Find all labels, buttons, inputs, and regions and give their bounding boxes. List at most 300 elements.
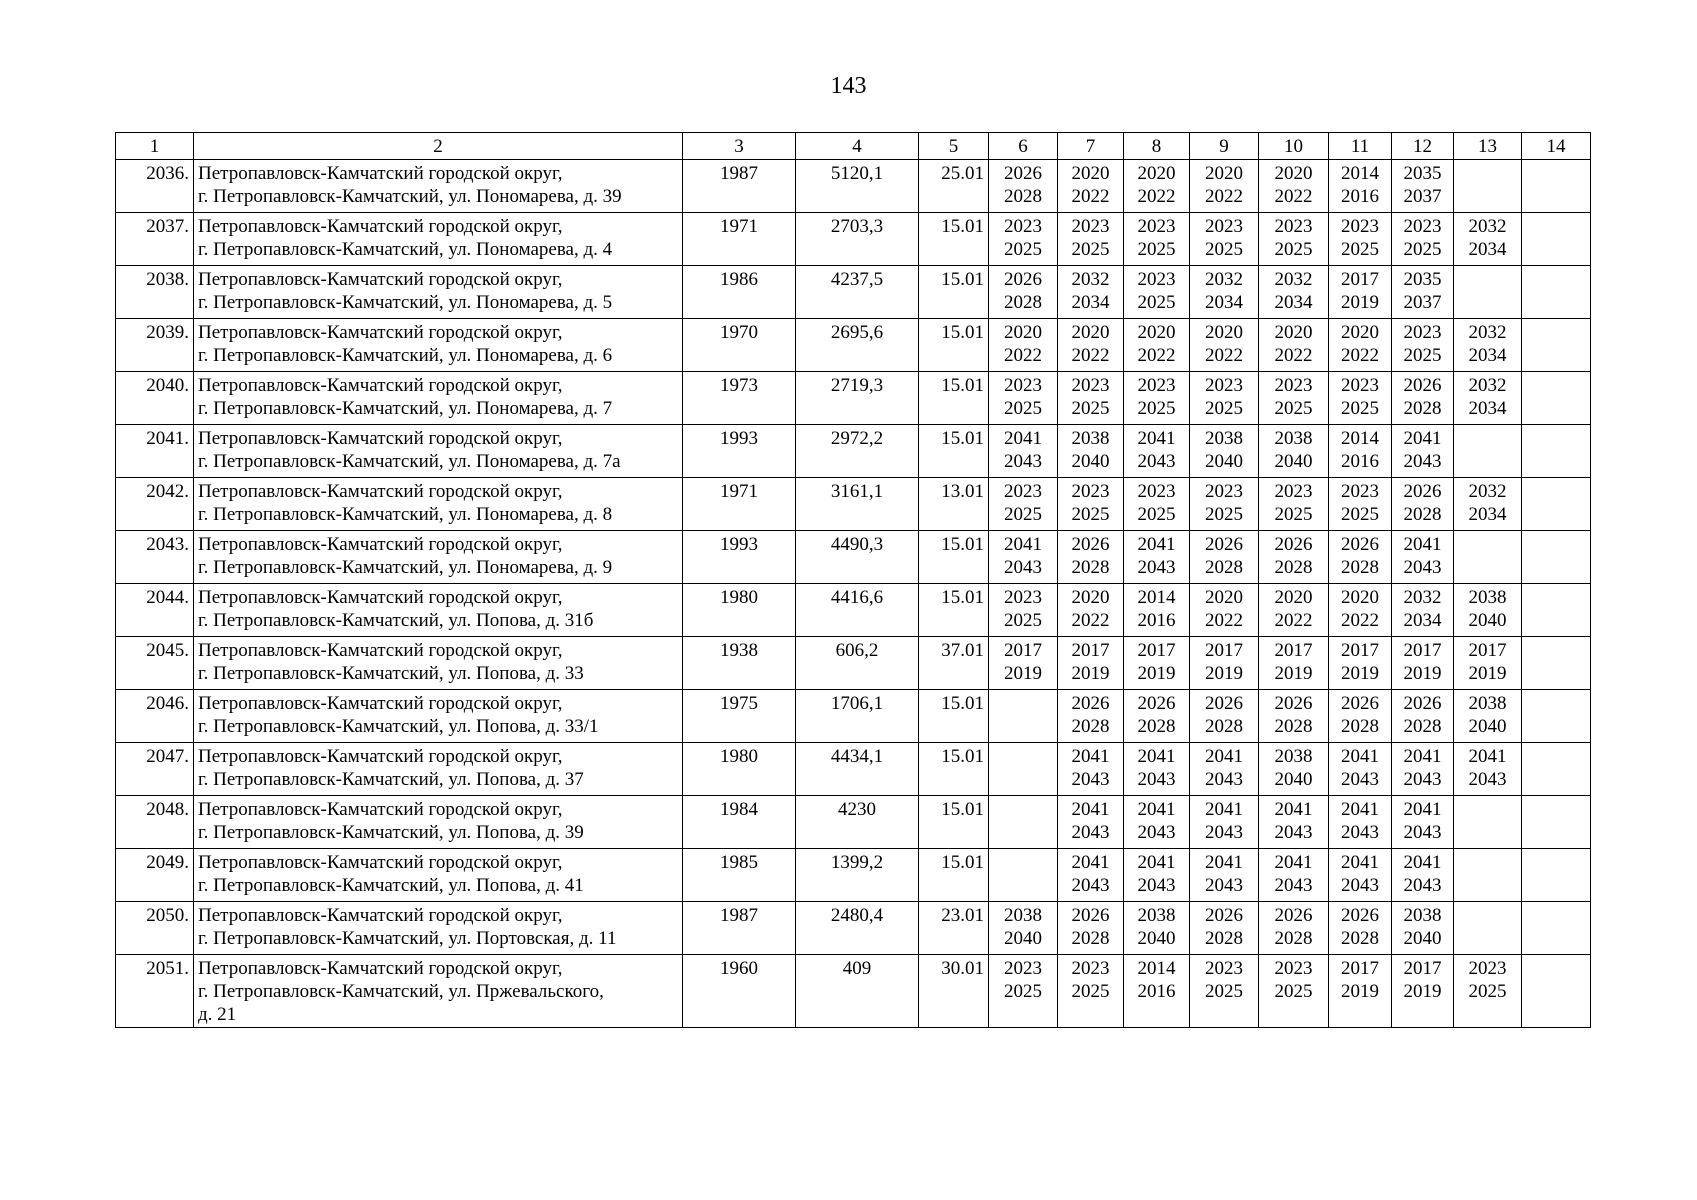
period-end: 2025: [1071, 239, 1110, 260]
period-start: 2026: [1071, 905, 1110, 926]
period-start: 2023: [1137, 269, 1176, 290]
period-end: 2028: [1205, 716, 1243, 737]
period-end: 2028: [1137, 716, 1176, 737]
period-start: 2014: [1341, 163, 1379, 184]
period-cell-col-10: [1259, 902, 1329, 955]
period-start: 2026: [1071, 534, 1110, 555]
period-start: 2038: [1274, 428, 1313, 449]
period-start: 2017: [1403, 640, 1442, 661]
build-year: 1973: [683, 372, 796, 425]
page-number: 143: [830, 73, 867, 99]
period-start: 2026: [1403, 693, 1442, 714]
period-cell-col-10: [1259, 372, 1329, 425]
address-line: Петропавловск-Камчатский городской округ,: [198, 905, 563, 926]
period-end: 2025: [1004, 239, 1042, 260]
type-code: 15.01: [919, 531, 989, 584]
period-start: 2041: [1341, 799, 1379, 820]
period-start: 2014: [1137, 587, 1176, 608]
period-cell-col-14: [1522, 902, 1591, 955]
address-cell: [194, 425, 683, 478]
period-start: 2023: [1004, 958, 1042, 979]
period-start: 2041: [1137, 746, 1176, 767]
address-line: Петропавловск-Камчатский городской округ,: [198, 375, 563, 396]
period-start: 2023: [1468, 958, 1507, 979]
row-number: 2047.: [116, 743, 194, 796]
period-end: 2019: [1341, 981, 1379, 1002]
period-end: 2043: [1137, 557, 1176, 578]
period-start: 2026: [1205, 693, 1243, 714]
period-end: 2025: [1468, 981, 1507, 1002]
area-value: 4237,5: [796, 266, 919, 319]
address-line: Петропавловск-Камчатский городской округ,: [198, 693, 563, 714]
address-line: г. Петропавловск-Камчатский, ул. Попова, д. 39: [198, 822, 584, 843]
column-header-10: 10: [1259, 133, 1329, 160]
period-end: 2028: [1205, 557, 1243, 578]
period-cell-col-12: [1392, 955, 1454, 1028]
period-end: 2022: [1071, 345, 1110, 366]
period-end: 2043: [1274, 875, 1313, 896]
period-start: 2023: [1004, 216, 1042, 237]
address-line: Петропавловск-Камчатский городской округ,: [198, 481, 563, 502]
period-end: 2028: [1403, 716, 1442, 737]
period-cell-col-12: [1392, 160, 1454, 213]
period-start: 2020: [1205, 322, 1243, 343]
build-year: 1960: [683, 955, 796, 1028]
address-line: Петропавловск-Камчатский городской округ,: [198, 428, 563, 449]
build-year: 1987: [683, 902, 796, 955]
period-start: 2020: [1137, 322, 1176, 343]
period-end: 2040: [1137, 928, 1176, 949]
period-cell-col-6: [989, 213, 1058, 266]
address-line: г. Петропавловск-Камчатский, ул. Портовская, д. 11: [198, 928, 617, 949]
period-start: 2017: [1403, 958, 1442, 979]
period-start: 2032: [1468, 216, 1507, 237]
period-start: 2017: [1205, 640, 1243, 661]
period-start: 2041: [1137, 428, 1176, 449]
period-end: 2040: [1004, 928, 1042, 949]
address-line: Петропавловск-Камчатский городской округ,: [198, 746, 563, 767]
period-cell-col-14: [1522, 372, 1591, 425]
period-cell-col-14: [1522, 690, 1591, 743]
period-end: 2028: [1004, 292, 1042, 313]
period-end: 2034: [1468, 345, 1507, 366]
period-end: 2019: [1004, 663, 1042, 684]
period-cell-col-7: [1058, 796, 1124, 849]
period-start: 2023: [1071, 216, 1110, 237]
period-cell-col-12: [1392, 478, 1454, 531]
period-start: 2041: [1205, 746, 1243, 767]
address-cell: [194, 160, 683, 213]
column-header-12: 12: [1392, 133, 1454, 160]
period-start: 2026: [1341, 693, 1379, 714]
table-row: [116, 902, 1591, 955]
address-cell: [194, 478, 683, 531]
row-number: 2043.: [116, 531, 194, 584]
period-start: 2041: [1403, 799, 1442, 820]
period-cell-col-6: [989, 531, 1058, 584]
column-header-1: 1: [116, 133, 194, 160]
period-end: 2043: [1403, 769, 1442, 790]
period-start: 2023: [1137, 216, 1176, 237]
period-start: 2026: [1274, 905, 1313, 926]
period-end: 2028: [1403, 504, 1442, 525]
period-end: 2034: [1468, 398, 1507, 419]
period-start: 2023: [1341, 375, 1379, 396]
period-cell-col-7: [1058, 319, 1124, 372]
table-row: [116, 425, 1591, 478]
address-cell: [194, 690, 683, 743]
period-start: 2041: [1403, 852, 1442, 873]
period-start: 2023: [1274, 481, 1313, 502]
period-cell-col-7: [1058, 213, 1124, 266]
period-start: 2017: [1341, 640, 1379, 661]
build-year: 1971: [683, 478, 796, 531]
period-start: 2023: [1071, 481, 1110, 502]
address-line: Петропавловск-Камчатский городской округ,: [198, 852, 563, 873]
period-cell-col-11: [1329, 743, 1392, 796]
period-end: 2022: [1274, 610, 1313, 631]
period-end: 2043: [1137, 875, 1176, 896]
period-end: 2025: [1341, 504, 1379, 525]
period-cell-col-12: [1392, 372, 1454, 425]
period-cell-col-9: [1190, 266, 1259, 319]
period-cell-col-8: [1124, 213, 1190, 266]
period-cell-col-14: [1522, 796, 1591, 849]
period-start: 2026: [1071, 693, 1110, 714]
address-line: г. Петропавловск-Камчатский, ул. Попова, д. 31б: [198, 610, 594, 631]
period-cell-col-9: [1190, 902, 1259, 955]
period-cell-col-14: [1522, 478, 1591, 531]
period-end: 2034: [1468, 239, 1507, 260]
address-line: г. Петропавловск-Камчатский, ул. Пономарева, д. 9: [198, 557, 613, 578]
period-start: 2017: [1137, 640, 1176, 661]
period-end: 2022: [1205, 186, 1243, 207]
type-code: 15.01: [919, 425, 989, 478]
period-start: 2023: [1205, 375, 1243, 396]
period-end: 2025: [1274, 504, 1313, 525]
period-end: 2019: [1341, 663, 1379, 684]
period-cell-col-8: [1124, 478, 1190, 531]
period-cell-col-7: [1058, 478, 1124, 531]
address-cell: [194, 213, 683, 266]
period-start: 2020: [1071, 163, 1110, 184]
period-end: 2025: [1205, 504, 1243, 525]
period-cell-col-13: [1454, 531, 1522, 584]
address-line: г. Петропавловск-Камчатский, ул. Пономарева, д. 39: [198, 186, 622, 207]
period-end: 2028: [1071, 928, 1110, 949]
period-start: 2026: [1205, 905, 1243, 926]
period-cell-col-6: [989, 160, 1058, 213]
period-cell-col-8: [1124, 690, 1190, 743]
row-number: 2038.: [116, 266, 194, 319]
period-start: 2026: [1341, 905, 1379, 926]
column-header-7: 7: [1058, 133, 1124, 160]
period-end: 2040: [1205, 451, 1243, 472]
address-line: г. Петропавловск-Камчатский, ул. Пономарева, д. 4: [198, 239, 613, 260]
period-cell-col-8: [1124, 160, 1190, 213]
period-cell-col-7: [1058, 372, 1124, 425]
address-line: Петропавловск-Камчатский городской округ,: [198, 322, 563, 343]
period-cell-col-11: [1329, 849, 1392, 902]
period-cell-col-13: [1454, 902, 1522, 955]
address-line: Петропавловск-Камчатский городской округ,: [198, 534, 563, 555]
period-cell-col-9: [1190, 796, 1259, 849]
period-cell-col-13: [1454, 319, 1522, 372]
period-cell-col-6: [989, 425, 1058, 478]
period-cell-col-10: [1259, 266, 1329, 319]
row-number: 2040.: [116, 372, 194, 425]
address-cell: [194, 584, 683, 637]
column-header-4: 4: [796, 133, 919, 160]
period-end: 2043: [1071, 822, 1110, 843]
type-code: 15.01: [919, 213, 989, 266]
period-start: 2041: [1137, 799, 1176, 820]
period-end: 2025: [1341, 239, 1379, 260]
period-end: 2025: [1205, 398, 1243, 419]
address-cell: [194, 849, 683, 902]
period-end: 2025: [1071, 981, 1110, 1002]
type-code: 15.01: [919, 266, 989, 319]
period-cell-col-6: [989, 478, 1058, 531]
period-end: 2019: [1205, 663, 1243, 684]
period-start: 2041: [1137, 534, 1176, 555]
period-start: 2038: [1403, 905, 1442, 926]
build-year: 1985: [683, 849, 796, 902]
period-cell-col-7: [1058, 531, 1124, 584]
type-code: 15.01: [919, 849, 989, 902]
period-start: 2038: [1205, 428, 1243, 449]
period-start: 2020: [1274, 587, 1313, 608]
period-end: 2040: [1468, 716, 1507, 737]
period-cell-col-10: [1259, 425, 1329, 478]
period-end: 2025: [1137, 292, 1176, 313]
address-line: Петропавловск-Камчатский городской округ,: [198, 163, 563, 184]
period-cell-col-13: [1454, 584, 1522, 637]
period-cell-col-12: [1392, 902, 1454, 955]
area-value: 606,2: [796, 637, 919, 690]
period-start: 2023: [1274, 216, 1313, 237]
period-start: 2017: [1071, 640, 1110, 661]
period-start: 2041: [1403, 428, 1442, 449]
address-line: г. Петропавловск-Камчатский, ул. Пономарева, д. 8: [198, 504, 613, 525]
row-number: 2049.: [116, 849, 194, 902]
period-cell-col-9: [1190, 319, 1259, 372]
period-end: 2025: [1341, 398, 1379, 419]
period-cell-col-9: [1190, 213, 1259, 266]
type-code: 23.01: [919, 902, 989, 955]
period-start: 2023: [1274, 375, 1313, 396]
period-cell-col-6: [989, 743, 1058, 796]
period-start: 2038: [1468, 587, 1507, 608]
column-header-6: 6: [989, 133, 1058, 160]
period-cell-col-11: [1329, 213, 1392, 266]
period-start: 2020: [1274, 163, 1313, 184]
period-start: 2020: [1341, 587, 1379, 608]
type-code: 15.01: [919, 372, 989, 425]
area-value: 4416,6: [796, 584, 919, 637]
row-number: 2039.: [116, 319, 194, 372]
period-start: 2020: [1341, 322, 1379, 343]
period-end: 2019: [1403, 981, 1442, 1002]
address-line: г. Петропавловск-Камчатский, ул. Попова, д. 33: [198, 663, 584, 684]
period-cell-col-9: [1190, 425, 1259, 478]
period-start: 2017: [1004, 640, 1042, 661]
table-body: [116, 160, 1591, 1028]
column-header-13: 13: [1454, 133, 1522, 160]
period-cell-col-12: [1392, 849, 1454, 902]
period-end: 2016: [1341, 186, 1379, 207]
address-cell: [194, 796, 683, 849]
address-line: г. Петропавловск-Камчатский, ул. Пржевальского,: [198, 981, 604, 1002]
period-cell-col-8: [1124, 796, 1190, 849]
period-cell-col-8: [1124, 849, 1190, 902]
period-end: 2040: [1403, 928, 1442, 949]
build-year: 1970: [683, 319, 796, 372]
table-row: [116, 690, 1591, 743]
period-start: 2026: [1274, 534, 1313, 555]
period-end: 2025: [1004, 610, 1042, 631]
period-cell-col-8: [1124, 425, 1190, 478]
period-cell-col-14: [1522, 319, 1591, 372]
period-cell-col-13: [1454, 160, 1522, 213]
table-row: [116, 584, 1591, 637]
period-cell-col-14: [1522, 637, 1591, 690]
period-end: 2043: [1341, 822, 1379, 843]
period-start: 2041: [1341, 852, 1379, 873]
period-start: 2041: [1274, 852, 1313, 873]
period-start: 2041: [1205, 852, 1243, 873]
period-end: 2025: [1071, 398, 1110, 419]
column-header-8: 8: [1124, 133, 1190, 160]
period-cell-col-10: [1259, 955, 1329, 1028]
period-cell-col-9: [1190, 849, 1259, 902]
period-end: 2016: [1137, 610, 1176, 631]
period-start: 2038: [1468, 693, 1507, 714]
period-cell-col-11: [1329, 584, 1392, 637]
period-end: 2040: [1468, 610, 1507, 631]
period-cell-col-6: [989, 796, 1058, 849]
period-end: 2034: [1205, 292, 1243, 313]
period-cell-col-10: [1259, 160, 1329, 213]
period-cell-col-13: [1454, 637, 1522, 690]
period-start: 2014: [1137, 958, 1176, 979]
area-value: 4490,3: [796, 531, 919, 584]
period-cell-col-7: [1058, 637, 1124, 690]
build-year: 1986: [683, 266, 796, 319]
period-end: 2025: [1137, 398, 1176, 419]
period-start: 2026: [1004, 269, 1042, 290]
period-end: 2043: [1403, 451, 1442, 472]
period-start: 2026: [1403, 375, 1442, 396]
period-end: 2028: [1403, 398, 1442, 419]
period-end: 2025: [1274, 398, 1313, 419]
period-cell-col-8: [1124, 637, 1190, 690]
area-value: 409: [796, 955, 919, 1028]
period-cell-col-14: [1522, 213, 1591, 266]
period-cell-col-11: [1329, 266, 1392, 319]
period-end: 2028: [1274, 716, 1313, 737]
address-line: Петропавловск-Камчатский городской округ,: [198, 958, 563, 979]
build-year: 1975: [683, 690, 796, 743]
period-cell-col-14: [1522, 531, 1591, 584]
period-start: 2017: [1341, 269, 1379, 290]
period-end: 2025: [1205, 981, 1243, 1002]
table-row: [116, 478, 1591, 531]
period-cell-col-10: [1259, 637, 1329, 690]
row-number: 2044.: [116, 584, 194, 637]
address-line: г. Петропавловск-Камчатский, ул. Пономарева, д. 5: [198, 292, 613, 313]
period-cell-col-7: [1058, 743, 1124, 796]
address-line: Петропавловск-Камчатский городской округ,: [198, 587, 563, 608]
table-row: [116, 637, 1591, 690]
period-cell-col-12: [1392, 266, 1454, 319]
period-cell-col-13: [1454, 743, 1522, 796]
period-end: 2019: [1403, 663, 1442, 684]
period-cell-col-6: [989, 319, 1058, 372]
period-cell-col-10: [1259, 743, 1329, 796]
period-cell-col-9: [1190, 955, 1259, 1028]
period-end: 2025: [1403, 345, 1442, 366]
period-end: 2028: [1071, 557, 1110, 578]
table-row: [116, 796, 1591, 849]
period-end: 2028: [1274, 928, 1313, 949]
period-cell-col-11: [1329, 478, 1392, 531]
period-start: 2020: [1274, 322, 1313, 343]
period-start: 2020: [1071, 587, 1110, 608]
period-cell-col-7: [1058, 902, 1124, 955]
period-end: 2025: [1071, 504, 1110, 525]
period-cell-col-9: [1190, 584, 1259, 637]
period-cell-col-8: [1124, 902, 1190, 955]
period-cell-col-6: [989, 902, 1058, 955]
period-start: 2026: [1205, 534, 1243, 555]
period-end: 2028: [1071, 716, 1110, 737]
period-cell-col-12: [1392, 637, 1454, 690]
period-end: 2016: [1341, 451, 1379, 472]
period-cell-col-7: [1058, 160, 1124, 213]
period-cell-col-12: [1392, 690, 1454, 743]
address-line: Петропавловск-Камчатский городской округ,: [198, 640, 563, 661]
column-header-5: 5: [919, 133, 989, 160]
period-cell-col-14: [1522, 955, 1591, 1028]
period-end: 2022: [1274, 186, 1313, 207]
period-start: 2017: [1274, 640, 1313, 661]
period-start: 2038: [1137, 905, 1176, 926]
period-end: 2043: [1205, 769, 1243, 790]
period-end: 2034: [1071, 292, 1110, 313]
period-cell-col-9: [1190, 690, 1259, 743]
period-end: 2025: [1403, 239, 1442, 260]
period-end: 2019: [1341, 292, 1379, 313]
row-number: 2045.: [116, 637, 194, 690]
period-cell-col-13: [1454, 849, 1522, 902]
period-start: 2023: [1071, 958, 1110, 979]
period-end: 2043: [1004, 451, 1042, 472]
period-cell-col-14: [1522, 849, 1591, 902]
period-end: 2022: [1137, 186, 1176, 207]
period-cell-col-11: [1329, 425, 1392, 478]
period-cell-col-9: [1190, 743, 1259, 796]
build-year: 1987: [683, 160, 796, 213]
period-cell-col-12: [1392, 213, 1454, 266]
period-start: 2026: [1004, 163, 1042, 184]
period-cell-col-9: [1190, 160, 1259, 213]
row-number: 2048.: [116, 796, 194, 849]
period-cell-col-13: [1454, 796, 1522, 849]
period-end: 2025: [1205, 239, 1243, 260]
area-value: 2719,3: [796, 372, 919, 425]
period-cell-col-13: [1454, 425, 1522, 478]
